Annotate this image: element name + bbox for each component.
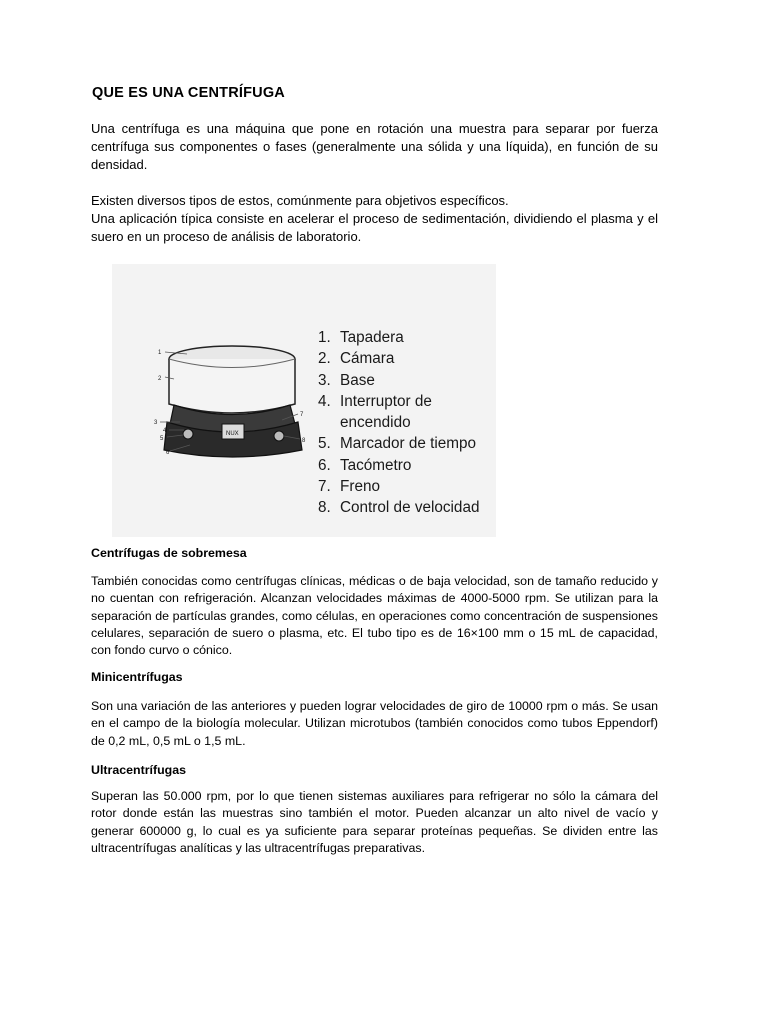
- legend-item: 3. Base: [318, 371, 375, 389]
- figure-legend: [318, 327, 480, 519]
- section-heading-mini: Minicentrífugas: [91, 670, 183, 684]
- page-title: QUE ES UNA CENTRÍFUGA: [92, 85, 285, 101]
- section-body-ultra: Superan las 50.000 rpm, por lo que tienen sistemas auxiliares para refrigerar no sólo la cámara del rotor donde están las muestras sino también el motor. Pueden alcanzar un alto nivel de vacío y generar 600000 g, lo cual es ya suficiente para separar proteínas pequeñas. Se dividen entre las ultracentrífugas analíticas y las ultracentrífugas preparativas.: [91, 789, 658, 855]
- section-heading-ultra: Ultracentrífugas: [91, 763, 187, 777]
- legend-item: 8. Control de velocidad: [318, 499, 480, 517]
- callout-1: 1: [158, 350, 162, 356]
- callout-2: 2: [158, 376, 162, 382]
- callout-7: 7: [300, 412, 304, 418]
- legend-item: 5. Marcador de tiempo: [318, 435, 477, 453]
- section-heading-sobremesa: Centrífugas de sobremesa: [91, 546, 247, 560]
- callout-5: 5: [160, 436, 164, 442]
- callout-4: 4: [163, 428, 167, 434]
- section-body-sobremesa: También conocidas como centrífugas clínicas, médicas o de baja velocidad, son de tamaño reducido y no cuentan con refrigeración. Alcanzan velocidades máximas de 4000-5000 rpm. Se utilizan para la separación de partículas grandes, como células, en operaciones como concentración de suspensiones celulares, separación de suero o plasma, etc. El tubo tipo es de 16×100 mm o 15 mL de capacidad, con fondo curvo o cónico.: [91, 574, 658, 658]
- intro-paragraph-2b: Una aplicación típica consiste en acelerar el proceso de sedimentación, dividiendo el plasma y el suero en un proceso de análisis de laboratorio.: [91, 211, 658, 244]
- legend-item: 4. Interruptor de encendido: [318, 392, 432, 432]
- callout-3: 3: [154, 420, 158, 426]
- legend-item: 6. Tacómetro: [318, 456, 412, 474]
- callout-8: 8: [302, 438, 306, 444]
- svg-text:NUX: NUX: [226, 431, 239, 437]
- callout-6: 6: [166, 450, 170, 456]
- legend-item: 1. Tapadera: [318, 329, 404, 346]
- power-switch-knob: [183, 429, 193, 439]
- intro-paragraph-1: Una centrífuga es una máquina que pone en rotación una muestra para separar por fuerza centrífuga sus componentes o fases (generalmente una sólida y una líquida), en función de su densidad.: [91, 121, 658, 172]
- centrifuge-figure: [112, 264, 496, 537]
- legend-item: 2. Cámara: [318, 350, 395, 368]
- section-body-mini: Son una variación de las anteriores y pueden lograr velocidades de giro de 10000 rpm o más. Se usan en el campo de la biología molecular. Utilizan microtubos (también conocidos como tubos Eppendorf) de 0,2 mL, 0,5 mL o 1,5 mL.: [91, 699, 658, 748]
- legend-item: 7. Freno: [318, 478, 380, 496]
- intro-paragraph-2a: Existen diversos tipos de estos, comúnmente para objetivos específicos.: [91, 193, 509, 208]
- speed-control-knob: [274, 431, 284, 441]
